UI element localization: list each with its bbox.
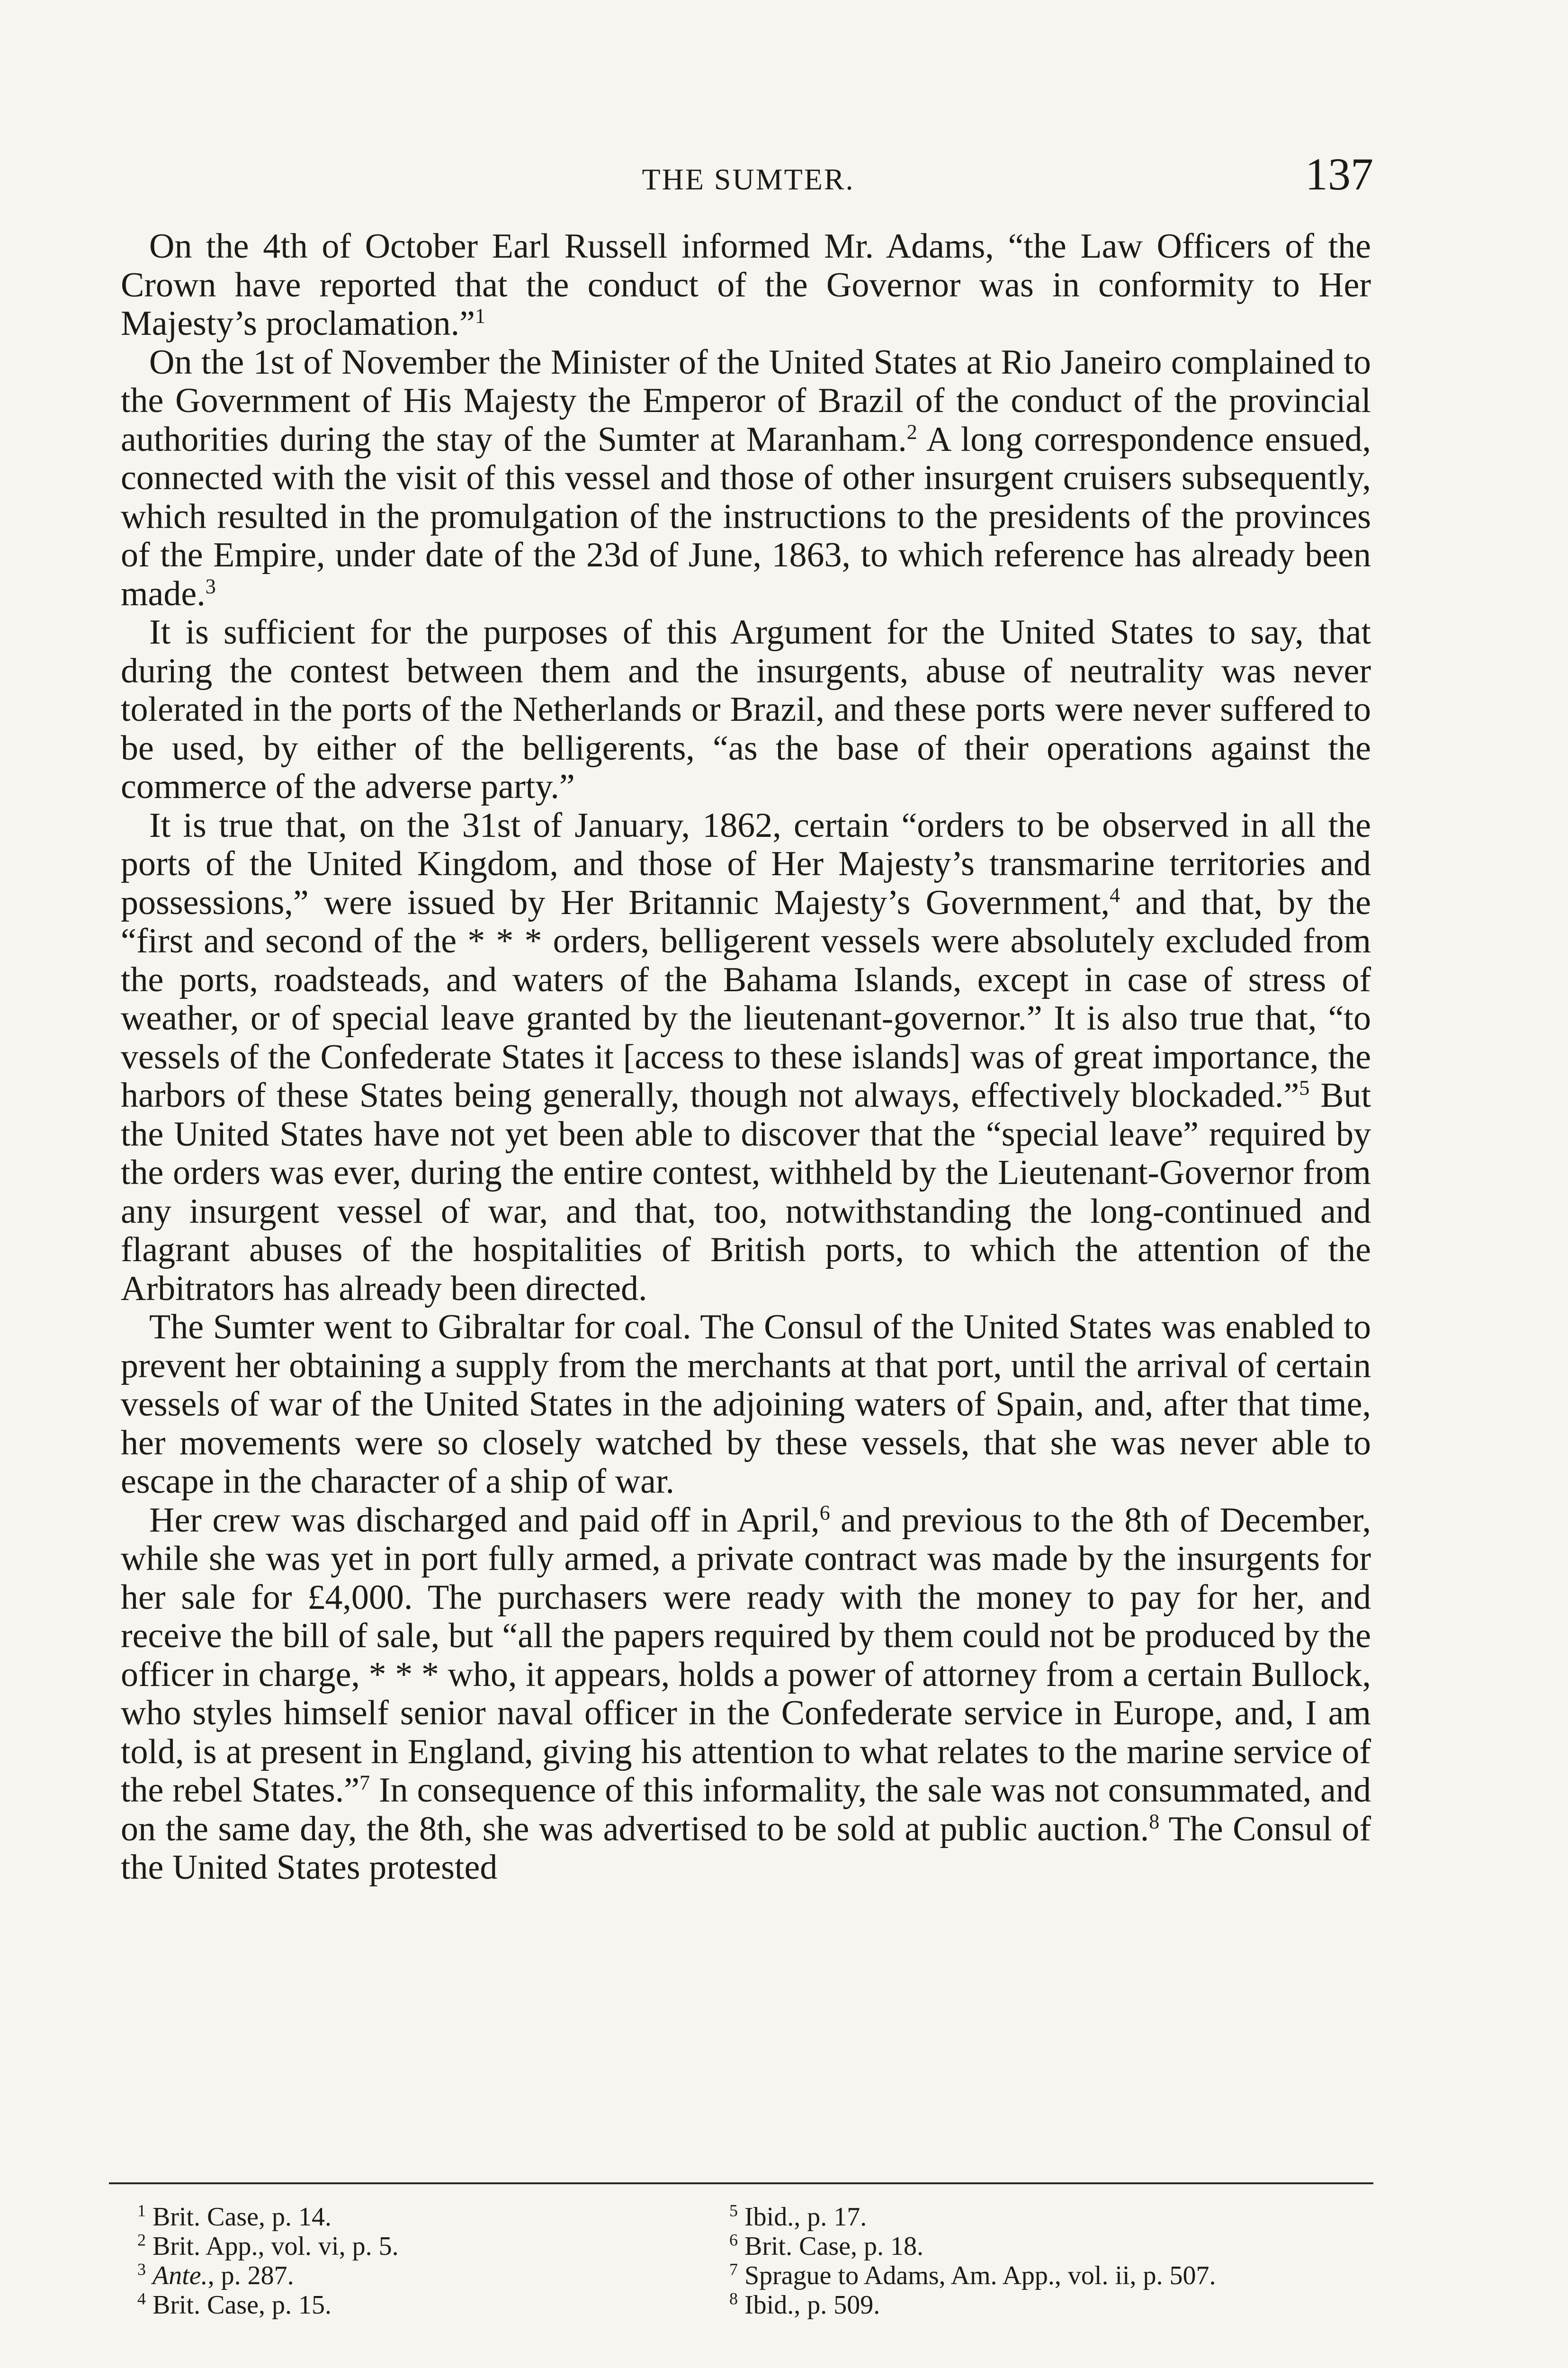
footnotes-right-column	[729, 2202, 1345, 2320]
footnote-reference: 2	[906, 420, 917, 443]
paragraph-text: A long correspondence ensued, connected with the visit of this vessel and those of other insurgent cruisers subsequently, which resulted in the promulgation of the instructions to the presidents of the provinces of the Empire, under date of the 23d of June, 1863, to which reference has already been made.	[121, 420, 1371, 613]
footnote-mark: 3	[137, 2260, 146, 2279]
footnote-reference: 8	[1149, 1809, 1160, 1833]
paragraph	[121, 227, 1371, 343]
footnote-reference: 5	[1299, 1076, 1310, 1100]
footnote	[729, 2290, 1345, 2320]
paragraph-text: and that, by the “first and second of the * * * orders, belligerent vessels were absolutely excluded from the ports, roadsteads, and waters of the Bahama Islands, except in case of stress of weather, or of special leave granted by the lieutenant-governor.” It is also true that, “to vessels of the Confederate States it [access to these islands] was of great importance, the harbors of these States being generally, though not always, effectively blockaded.”	[121, 883, 1371, 1115]
footnote-mark: 4	[137, 2289, 146, 2308]
footnote	[729, 2232, 1345, 2261]
footnote	[137, 2290, 753, 2320]
paragraph	[121, 613, 1371, 807]
page-number: 137	[1305, 149, 1373, 199]
footnotes-left-column	[137, 2202, 753, 2320]
footnote-italic-text: Ante.	[152, 2261, 208, 2290]
body-text	[121, 227, 1371, 1887]
footnote	[729, 2261, 1345, 2290]
footnote-text: , p. 287.	[207, 2261, 294, 2290]
footnote	[137, 2202, 753, 2232]
footnote-mark: 7	[729, 2260, 738, 2279]
paragraph-text: On the 1st of November the Minister of the United States at Rio Janeiro complained to the Government of His Majesty the Emperor of Brazil of the conduct of the provincial authorities during the stay of the Sumter at Maranham.	[121, 342, 1371, 459]
paragraph-text: Her crew was discharged and paid off in April,	[149, 1500, 820, 1540]
paragraph	[121, 807, 1371, 1309]
footnote-reference: 3	[205, 574, 216, 598]
footnote-text: Brit. Case, p. 18.	[744, 2232, 923, 2261]
paragraph-text: On the 4th of October Earl Russell informed Mr. Adams, “the Law Officers of the Crown have reported that the conduct of the Governor was in conformity to Her Majesty’s proclamation.”	[121, 227, 1371, 343]
footnote-text: Sprague to Adams, Am. App., vol. ii, p. 507.	[744, 2261, 1216, 2290]
paragraph	[121, 1501, 1371, 1887]
footnote-text: Brit. Case, p. 15.	[152, 2290, 332, 2320]
footnote-text: Ibid., p. 17.	[744, 2202, 867, 2232]
paragraph-text: It is sufficient for the purposes of this Argument for the United States to say, that during the contest between them and the insurgents, abuse of neutrality was never tolerated in the ports of the Netherlands or Brazil, and these ports were never suffered to be used, by either of the belligerents, “as the base of their operations against the commerce of the adverse party.”	[121, 613, 1371, 806]
footnote-mark: 2	[137, 2230, 146, 2250]
footnote	[137, 2232, 753, 2261]
page-header	[123, 148, 1373, 200]
footnote-reference: 1	[475, 304, 486, 328]
footnote	[137, 2261, 753, 2290]
paragraph-text: But the United States have not yet been able to discover that the “special leave” required by the orders was ever, during the entire contest, withheld by the Lieutenant-Governor from any insurgent vessel of war, and that, too, notwithstanding the long-continued and flagrant abuses of the hospitalities of British ports, to which the attention of the Arbitrators has already been directed.	[121, 1076, 1371, 1308]
footnote-text: Brit. App., vol. vi, p. 5.	[152, 2232, 399, 2261]
paragraph	[121, 1308, 1371, 1501]
footnote-text: Ibid., p. 509.	[744, 2290, 880, 2320]
paragraph-text: The Consul of the United States protested	[121, 1809, 1371, 1887]
paragraph-text: The Sumter went to Gibraltar for coal. The Consul of the United States was enabled to prevent her obtaining a supply from the merchants at that port, until the arrival of certain vessels of war of the United States in the adjoining waters of Spain, and, after that time, her movements were so closely watched by these vessels, that she was never able to escape in the character of a ship of war.	[121, 1308, 1371, 1501]
footnote-reference: 6	[819, 1500, 830, 1524]
footnote	[729, 2202, 1345, 2232]
footnote-text: Brit. Case, p. 14.	[152, 2202, 332, 2232]
footnote-reference: 4	[1110, 883, 1120, 906]
paragraph-text: It is true that, on the 31st of January, 1862, certain “orders to be observed in all the ports of the United Kingdom, and those of Her Majesty’s transmarine territories and possessions,” were issued by Her Britannic Majesty’s Government,	[121, 806, 1371, 922]
footnote-mark: 6	[729, 2230, 738, 2250]
footnote-reference: 7	[359, 1771, 370, 1794]
footnote-mark: 5	[729, 2201, 738, 2220]
footnote-mark: 8	[729, 2289, 738, 2308]
footnotes	[137, 2202, 1369, 2325]
paragraph	[121, 343, 1371, 614]
footnote-mark: 1	[137, 2201, 146, 2220]
footnote-rule	[109, 2182, 1373, 2184]
running-title: THE SUMTER.	[642, 162, 855, 196]
paragraph-text: and previous to the 8th of December, while she was yet in port fully armed, a private contract was made by the insurgents for her sale for £4,000. The purchasers were ready with the money to pay for her, and receive the bill of sale, but “all the papers required by them could not be produced by the officer in charge, * * * who, it appears, holds a power of attorney from a certain Bullock, who styles himself senior naval officer in the Confederate service in Europe, and, I am told, is at present in England, giving his attention to what relates to the marine service of the rebel States.”	[121, 1500, 1371, 1810]
paragraph-text: In consequence of this informality, the sale was not consummated, and on the same day, the 8th, she was advertised to be sold at public auction.	[121, 1771, 1371, 1848]
